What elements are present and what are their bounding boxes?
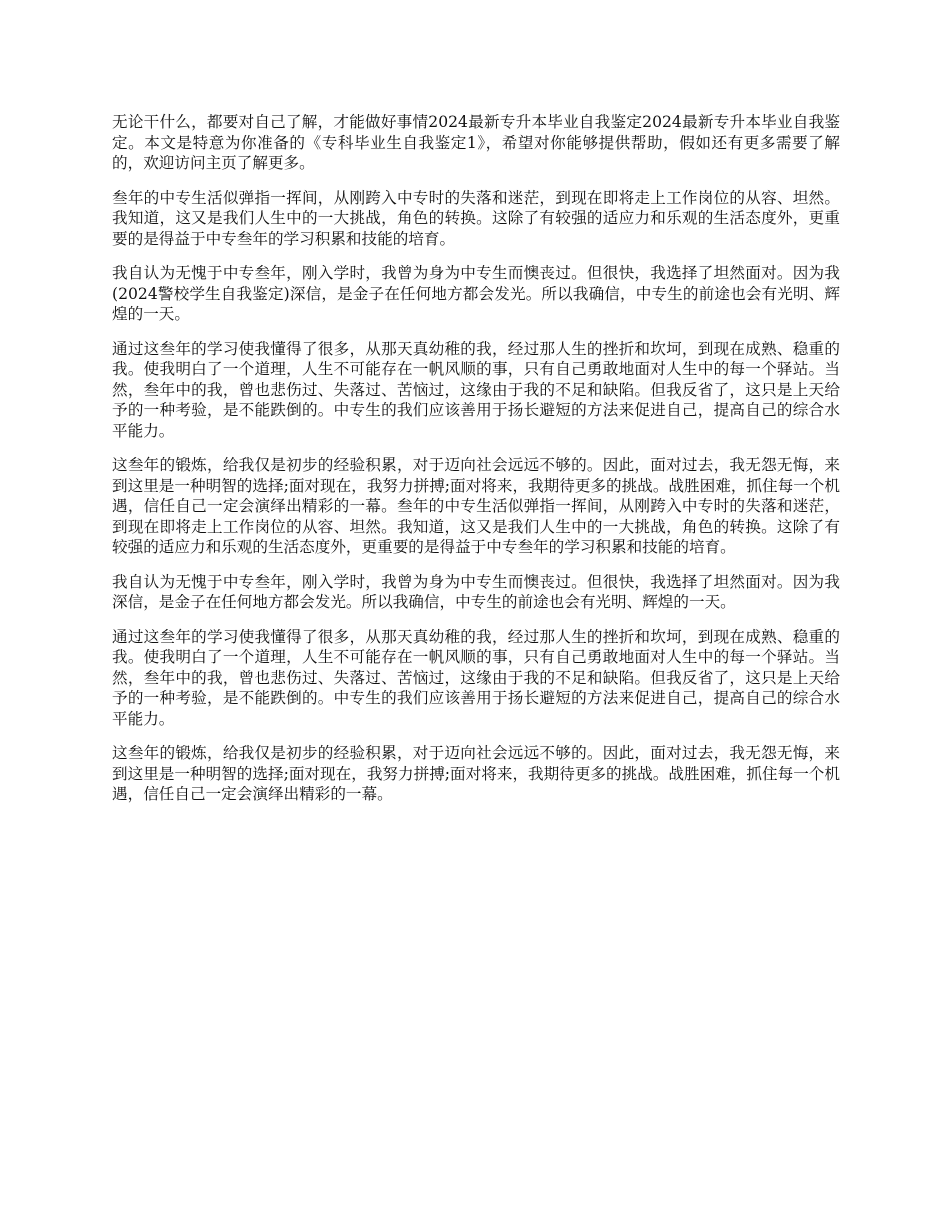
- paragraph-3: 我自认为无愧于中专叁年，刚入学时，我曾为身为中专生而懊丧过。但很快，我选择了坦然面对。因为我(2024警校学生自我鉴定)深信，是金子在任何地方都会发光。所以我确信，中专生的前途也会有光明、辉煌的一天。: [112, 264, 840, 323]
- paragraph-intro: 无论干什么，都要对自己了解，才能做好事情2024最新专升本毕业自我鉴定2024最新专升本毕业自我鉴定。本文是特意为你准备的《专科毕业生自我鉴定1》，希望对你能够提供帮助，假如还有更多需要了解的，欢迎访问主页了解更多。: [112, 113, 840, 172]
- paragraph-6: 我自认为无愧于中专叁年，刚入学时，我曾为身为中专生而懊丧过。但很快，我选择了坦然面对。因为我深信，是金子在任何地方都会发光。所以我确信，中专生的前途也会有光明、辉煌的一天。: [112, 572, 840, 611]
- paragraph-4: 通过这叁年的学习使我懂得了很多，从那天真幼稚的我，经过那人生的挫折和坎坷，到现在成熟、稳重的我。使我明白了一个道理，人生不可能存在一帆风顺的事，只有自己勇敢地面对人生中的每一个驿站。当然，叁年中的我，曾也悲伤过、失落过、苦恼过，这缘由于我的不足和缺陷。但我反省了，这只是上天给予的一种考验，是不能跌倒的。中专生的我们应该善用于扬长避短的方法来促进自己，提高自己的综合水平能力。: [112, 339, 840, 440]
- paragraph-7: 通过这叁年的学习使我懂得了很多，从那天真幼稚的我，经过那人生的挫折和坎坷，到现在成熟、稳重的我。使我明白了一个道理，人生不可能存在一帆风顺的事，只有自己勇敢地面对人生中的每一个驿站。当然，叁年中的我，曾也悲伤过、失落过、苦恼过，这缘由于我的不足和缺陷。但我反省了，这只是上天给予的一种考验，是不能跌倒的。中专生的我们应该善用于扬长避短的方法来促进自己，提高自己的综合水平能力。: [112, 627, 840, 728]
- paragraph-8: 这叁年的锻炼，给我仅是初步的经验积累，对于迈向社会远远不够的。因此，面对过去，我无怨无悔，来到这里是一种明智的选择;面对现在，我努力拼搏;面对将来，我期待更多的挑战。战胜困难，抓住每一个机遇，信任自己一定会演绎出精彩的一幕。: [112, 744, 840, 803]
- paragraph-2: 叁年的中专生活似弹指一挥间，从刚跨入中专时的失落和迷茫，到现在即将走上工作岗位的从容、坦然。我知道，这又是我们人生中的一大挑战，角色的转换。这除了有较强的适应力和乐观的生活态度外，更重要的是得益于中专叁年的学习积累和技能的培育。: [112, 188, 840, 248]
- paragraph-5: 这叁年的锻炼，给我仅是初步的经验积累，对于迈向社会远远不够的。因此，面对过去，我无怨无悔，来到这里是一种明智的选择;面对现在，我努力拼搏;面对将来，我期待更多的挑战。战胜困难，抓住每一个机遇，信任自己一定会演绎出精彩的一幕。叁年的中专生活似弹指一挥间，从刚跨入中专时的失落和迷茫，到现在即将走上工作岗位的从容、坦然。我知道，这又是我们人生中的一大挑战，角色的转换。这除了有较强的适应力和乐观的生活态度外，更重要的是得益于中专叁年的学习积累和技能的培育。: [112, 456, 840, 556]
- document-body: [112, 112, 840, 819]
